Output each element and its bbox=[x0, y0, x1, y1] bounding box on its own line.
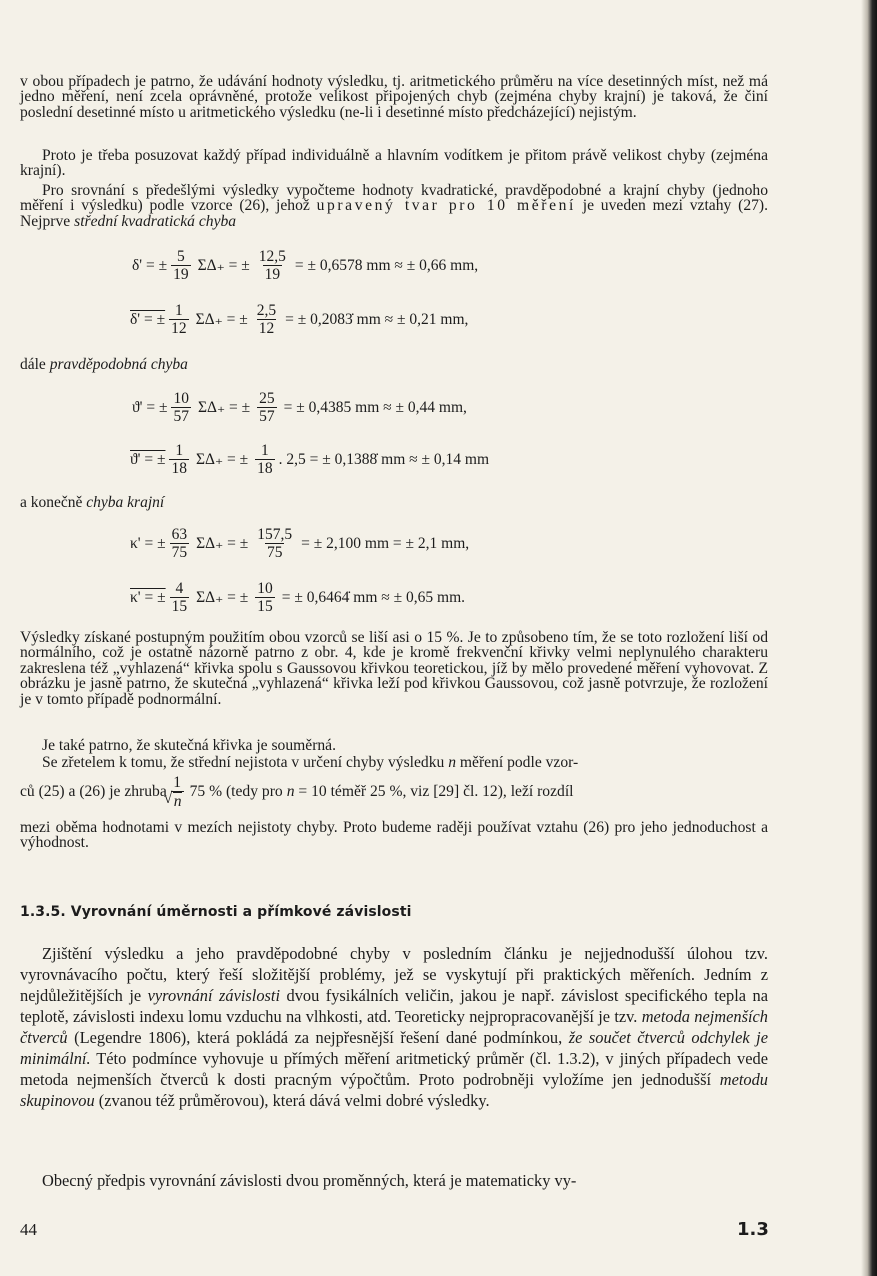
equation-kappa-mean bbox=[130, 580, 468, 615]
equation-delta bbox=[132, 248, 481, 283]
eq4-frac1 bbox=[169, 442, 189, 477]
eq3-den1: 57 bbox=[173, 408, 189, 425]
label-kraj-em: chyba krajní bbox=[86, 494, 165, 511]
paragraph-conclusion bbox=[20, 820, 768, 851]
eq2-num2: 2,5 bbox=[256, 302, 277, 319]
text-para6-line2c: = 10 téměř 25 %, viz [29] čl. 12), leží rozdíl bbox=[294, 783, 574, 800]
eq4-rhs: . 2,5 = ± 0,1388̇ mm ≈ ± 0,14 mm bbox=[278, 450, 490, 468]
eq2-frac1 bbox=[169, 302, 189, 337]
text-para6-line2a: ců (25) a (26) je zhruba bbox=[20, 783, 167, 800]
eq6-frac2 bbox=[255, 580, 275, 615]
eq5-lhs: κ' = ± bbox=[130, 534, 166, 552]
eq1-den1: 19 bbox=[173, 266, 189, 283]
text-para7d: Této podmínce vyhovuje u přímých měření aritmetický průměr (čl. 1.3.2), v jiných případech vede metoda nejmenších čtverců k dosti pracným výpočtům. Proto podrobněji vyložíme jen jednodušší bbox=[20, 1049, 768, 1089]
eq6-den1: 15 bbox=[171, 598, 188, 615]
eq1-frac2 bbox=[257, 248, 288, 283]
eq4-lhs: ϑ' = ± bbox=[130, 450, 166, 468]
text-para6a: Se zřetelem k tomu, že střední nejistota v určení chyby výsledku bbox=[42, 754, 449, 771]
eq1-den2: 19 bbox=[264, 266, 281, 283]
equation-kappa bbox=[130, 526, 472, 561]
eq6-den2: 15 bbox=[257, 598, 273, 615]
text-para7-em3: že součet čtverců odchylek je minimální. bbox=[20, 1028, 768, 1068]
text-para7b: dvou fysikálních veličin, jakou je např. závislost specifického tepla na teplotě, závislosti indexu lomu vzduchu na vlhkosti, atd. Teoreticky nejpropracovanější je tzv. bbox=[20, 986, 768, 1026]
equation-theta bbox=[132, 390, 470, 425]
page-edge-shadow bbox=[861, 0, 877, 1276]
text-para6-line2n: n bbox=[286, 783, 295, 800]
eq1-mid: ΣΔ₊ = ± bbox=[197, 257, 250, 274]
uncertainty-formula-line bbox=[20, 774, 573, 810]
paragraph-symmetry bbox=[20, 738, 768, 753]
eq4-den1: 18 bbox=[171, 460, 187, 477]
eq2-lhs: δ' = ± bbox=[130, 310, 166, 328]
text-para7e: (zvanou též průměrovou), která dává velmi dobré výsledky. bbox=[94, 1091, 490, 1110]
eq5-den2: 75 bbox=[266, 544, 283, 561]
text-para3a: Pro srovnání s předešlými výsledky vypočteme hodnoty kvadratické, pravděpodobné a krajní chyby (jednoho měření i výsledku) podle vzorce (26), jehož bbox=[20, 182, 768, 215]
eq3-rhs: = ± 0,4385 mm ≈ ± 0,44 mm, bbox=[283, 398, 467, 416]
eq4-mid: ΣΔ₊ = ± bbox=[195, 451, 249, 468]
eq2-den1: 12 bbox=[171, 320, 187, 337]
text-para2: Proto je třeba posuzovat každý případ individuálně a hlavním vodítkem je přitom právě velikost chyby (zejména krajní). bbox=[20, 147, 768, 180]
paragraph-results bbox=[20, 630, 768, 707]
section-marker: 1.3 bbox=[737, 1219, 769, 1240]
eq5-num2: 157,5 bbox=[257, 526, 293, 543]
eq1-rhs: = ± 0,6578 mm ≈ ± 0,66 mm, bbox=[294, 256, 479, 274]
eq2-den2: 12 bbox=[258, 320, 275, 337]
text-para6-n: n bbox=[448, 754, 456, 771]
label-prav-em: pravděpodobná chyba bbox=[49, 356, 188, 373]
section-heading: 1.3.5. Vyrovnání úměrnosti a přímkové závislosti bbox=[20, 904, 412, 920]
eq2-mid: ΣΔ₊ = ± bbox=[195, 311, 248, 328]
text-para5: Je také patrno, že skutečná křivka je souměrná. bbox=[42, 737, 336, 754]
eq4-den2: 18 bbox=[257, 460, 273, 477]
eq6-lhs: κ' = ± bbox=[130, 588, 166, 606]
eq6-rhs: = ± 0,6464̇ mm ≈ ± 0,65 mm. bbox=[281, 588, 466, 606]
eq5-num1: 63 bbox=[171, 526, 188, 543]
paragraph-comparison bbox=[20, 183, 768, 229]
sqrt-sign bbox=[173, 792, 182, 810]
text-para6b: měření podle vzor- bbox=[456, 754, 579, 771]
text-para8: Obecný předpis vyrovnání závislosti dvou proměnných, která je matematicky vy- bbox=[42, 1171, 577, 1190]
text-para6-line2b: 75 % (tedy pro bbox=[189, 783, 283, 800]
eq6-num2: 10 bbox=[257, 580, 273, 597]
eq3-num1: 10 bbox=[173, 390, 189, 407]
eq3-num2: 25 bbox=[259, 390, 275, 407]
text-para7-em1: vyrovnání závislosti bbox=[147, 986, 281, 1005]
uncertainty-frac-num: 1 bbox=[173, 774, 182, 791]
eq5-frac2 bbox=[255, 526, 294, 561]
text-para7a: Zjištění výsledku a jeho pravděpodobné chyby v posledním článku je nejjednodušší úlohou tzv. vyrovnávacího počtu, který řeší složitější problémy, jež se vyskytují při praktických měřeních. Jedním z nejdůležitějších je bbox=[20, 944, 768, 1005]
equation-delta-mean bbox=[130, 302, 471, 337]
label-limit-error bbox=[20, 494, 164, 512]
eq1-num2: 12,5 bbox=[258, 248, 286, 265]
text-quadratic-error: střední kvadratická chyba bbox=[74, 212, 237, 230]
eq3-frac2 bbox=[257, 390, 277, 425]
eq2-frac2 bbox=[255, 302, 278, 337]
text-para7-em2: metoda nejmenších čtverců bbox=[20, 1007, 768, 1047]
equation-theta-mean bbox=[130, 442, 489, 477]
eq5-rhs: = ± 2,100 mm = ± 2,1 mm, bbox=[301, 534, 470, 552]
text-para3-spaced: upravený tvar pro 10 měření bbox=[316, 197, 576, 215]
text-para4: Výsledky získané postupným použitím obou vzorců se liší asi o 15 %. Je to způsobeno tím, že se toto rozložení liší od normálního, což je ostatně názorně patrno z obr. 4, kde je kromě frekvenční křivky velmi neplynulého charakteru zakreslena též „vyhlazená“ křivka spolu s Gaussovou křivkou teoretickou, jíž by mělo provedené měření vyhovovat. Z obrázku je jasně patrno, že skutečná „vyhlazená“ křivka leží pod křivkou Gaussovou, což jasně potvrzuje, že rozložení je v tomto případě podnormální. bbox=[20, 629, 768, 708]
eq2-num1: 1 bbox=[174, 302, 183, 319]
eq4-frac2 bbox=[255, 442, 275, 477]
text-para7c: (Legendre 1806), která pokládá za nejpřesnější řešení dané podmínkou, bbox=[67, 1028, 569, 1047]
eq5-den1: 75 bbox=[171, 544, 188, 561]
label-prav-prefix: dále bbox=[20, 356, 50, 373]
eq5-frac1 bbox=[170, 526, 190, 561]
paragraph-equalization bbox=[20, 943, 768, 1111]
label-probable-error bbox=[20, 356, 188, 374]
uncertainty-frac-den bbox=[171, 791, 184, 810]
eq5-mid: ΣΔ₊ = ± bbox=[196, 535, 249, 552]
eq3-lhs: ϑ' = ± bbox=[132, 398, 168, 416]
eq4-num2: 1 bbox=[261, 442, 269, 459]
page-number: 44 bbox=[20, 1220, 37, 1239]
paragraph-intro bbox=[20, 74, 768, 120]
eq1-frac1 bbox=[171, 248, 191, 283]
uncertainty-frac-n: n bbox=[173, 793, 182, 810]
text-para6-line3: mezi oběma hodnotami v mezích nejistoty chyby. Proto budeme raději používat vztahu (26) pro jeho jednoduchost a výhodnost. bbox=[20, 819, 768, 852]
text-para7-em4: metodu skupinovou bbox=[20, 1070, 768, 1110]
eq6-frac1 bbox=[170, 580, 190, 615]
eq3-frac1 bbox=[171, 390, 191, 425]
eq3-mid: ΣΔ₊ = ± bbox=[197, 399, 251, 416]
paragraph-general bbox=[20, 1170, 768, 1191]
uncertainty-fraction bbox=[171, 774, 184, 810]
eq6-num1: 4 bbox=[175, 580, 184, 597]
label-kraj-prefix: a konečně bbox=[20, 494, 87, 511]
eq1-lhs: δ' = ± bbox=[132, 256, 168, 274]
eq4-num1: 1 bbox=[175, 442, 184, 459]
paragraph-uncertainty bbox=[20, 755, 768, 770]
eq3-den2: 57 bbox=[259, 408, 275, 425]
eq1-num1: 5 bbox=[176, 248, 185, 265]
eq2-rhs: = ± 0,2083̇ mm ≈ ± 0,21 mm, bbox=[285, 310, 469, 328]
eq6-mid: ΣΔ₊ = ± bbox=[196, 589, 249, 606]
text-para1: v obou případech je patrno, že udávání hodnoty výsledku, tj. aritmetického průměru na více desetinných míst, než má jedno měření, není zcela oprávněné, protože velikost připojených chyb (zejména chyby krajní) je taková, že činí poslední desetinné místo u aritmetického výsledku (ne-li i desetinné místo předcházející) nejistým. bbox=[20, 73, 768, 121]
text-para3b: je uveden mezi vztahy (27). Nejprve bbox=[20, 197, 768, 230]
paragraph-judgement bbox=[20, 148, 768, 179]
